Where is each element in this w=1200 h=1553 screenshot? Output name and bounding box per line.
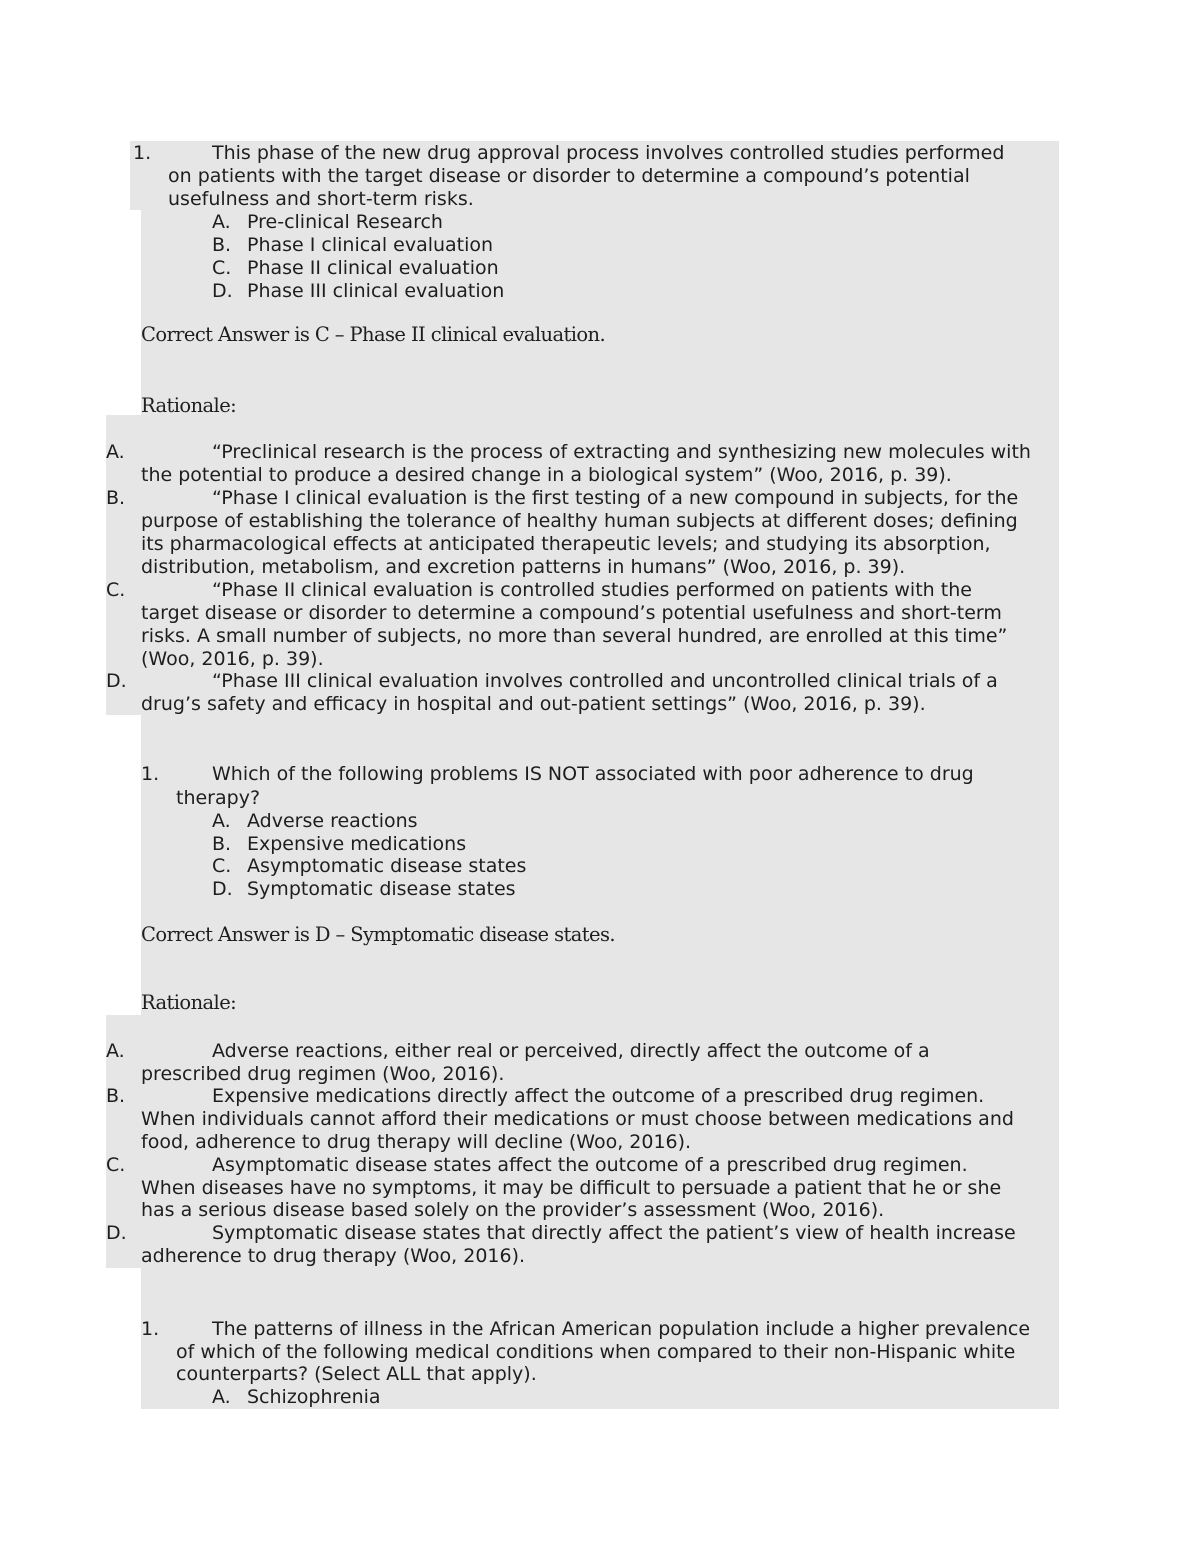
rationale-line: “Phase II clinical evaluation is controlled studies performed on patients with the xyxy=(212,579,972,601)
option-letter: C. xyxy=(212,855,232,877)
rationale-line: Expensive medications directly affect the outcome of a prescribed drug regimen. xyxy=(212,1085,985,1107)
rationale-line: “Preclinical research is the process of extracting and synthesizing new molecules with xyxy=(212,441,1031,463)
rationale-letter: A. xyxy=(106,441,125,463)
rationale-letter: B. xyxy=(106,1085,126,1107)
rationale-line: adherence to drug therapy (Woo, 2016). xyxy=(141,1245,526,1267)
rationale-line: Adverse reactions, either real or perceived, directly affect the outcome of a xyxy=(212,1040,930,1062)
option-text: Asymptomatic disease states xyxy=(247,855,527,877)
option-text: Expensive medications xyxy=(247,833,467,855)
rationale-letter: C. xyxy=(106,1154,126,1176)
rationale-label: Rationale: xyxy=(141,394,237,417)
rationale-line: “Phase I clinical evaluation is the first testing of a new compound in subjects, for the xyxy=(212,487,1019,509)
question-number: 1. xyxy=(141,1318,160,1340)
rationale-line: distribution, metabolism, and excretion patterns in humans” (Woo, 2016, p. 39). xyxy=(141,556,906,578)
correct-answer: Correct Answer is C – Phase II clinical evaluation. xyxy=(141,323,606,346)
rationale-line: risks. A small number of subjects, no more than several hundred, are enrolled at this time” xyxy=(141,625,1008,647)
question-stem-line: usefulness and short-term risks. xyxy=(168,188,474,210)
rationale-line: “Phase III clinical evaluation involves controlled and uncontrolled clinical trials of a xyxy=(212,670,998,692)
rationale-line: prescribed drug regimen (Woo, 2016). xyxy=(141,1063,505,1085)
rationale-letter: C. xyxy=(106,579,126,601)
rationale-line: purpose of establishing the tolerance of healthy human subjects at different doses; defining xyxy=(141,510,1018,532)
question-stem-line: Which of the following problems IS NOT associated with poor adherence to drug xyxy=(212,763,974,785)
rationale-letter: B. xyxy=(106,487,126,509)
rationale-line: target disease or disorder to determine a compound’s potential usefulness and short-term xyxy=(141,602,1002,624)
rationale-line: When individuals cannot afford their medications or must choose between medications and xyxy=(141,1108,1014,1130)
option-letter: C. xyxy=(212,257,232,279)
option-text: Phase II clinical evaluation xyxy=(247,257,499,279)
rationale-line: Asymptomatic disease states affect the outcome of a prescribed drug regimen. xyxy=(212,1154,968,1176)
rationale-letter: D. xyxy=(106,1222,127,1244)
rationale-line: When diseases have no symptoms, it may be difficult to persuade a patient that he or she xyxy=(141,1177,1002,1199)
rationale-letter: A. xyxy=(106,1040,125,1062)
question-stem-line: therapy? xyxy=(176,787,261,809)
option-text: Adverse reactions xyxy=(247,810,418,832)
question-stem-line: on patients with the target disease or disorder to determine a compound’s potential xyxy=(168,165,970,187)
correct-answer: Correct Answer is D – Symptomatic disease states. xyxy=(141,923,615,946)
option-text: Phase I clinical evaluation xyxy=(247,234,494,256)
option-letter: A. xyxy=(212,211,231,233)
option-text: Symptomatic disease states xyxy=(247,878,516,900)
option-letter: D. xyxy=(212,878,233,900)
question-number: 1. xyxy=(133,142,152,164)
rationale-letter: D. xyxy=(106,670,127,692)
rationale-label: Rationale: xyxy=(141,991,237,1014)
rationale-line: (Woo, 2016, p. 39). xyxy=(141,648,324,670)
option-letter: B. xyxy=(212,833,232,855)
question-stem-line: The patterns of illness in the African American population include a higher prevalence xyxy=(212,1318,1031,1340)
option-letter: A. xyxy=(212,810,231,832)
option-letter: D. xyxy=(212,280,233,302)
option-text: Pre-clinical Research xyxy=(247,211,443,233)
rationale-line: the potential to produce a desired change in a biological system” (Woo, 2016, p. 39). xyxy=(141,464,952,486)
question-number: 1. xyxy=(141,763,160,785)
rationale-line: Symptomatic disease states that directly affect the patient’s view of health increase xyxy=(212,1222,1016,1244)
question-stem-line: of which of the following medical conditions when compared to their non-Hispanic white xyxy=(176,1341,1016,1363)
rationale-line: drug’s safety and efficacy in hospital and out-patient settings” (Woo, 2016, p. 39). xyxy=(141,693,926,715)
question-stem-line: counterparts? (Select ALL that apply). xyxy=(176,1363,537,1385)
option-text: Schizophrenia xyxy=(247,1386,381,1408)
rationale-line: has a serious disease based solely on the provider’s assessment (Woo, 2016). xyxy=(141,1199,885,1221)
option-text: Phase III clinical evaluation xyxy=(247,280,505,302)
option-letter: B. xyxy=(212,234,232,256)
question-stem-line: This phase of the new drug approval process involves controlled studies performed xyxy=(212,142,1005,164)
option-letter: A. xyxy=(212,1386,231,1408)
rationale-line: food, adherence to drug therapy will decline (Woo, 2016). xyxy=(141,1131,692,1153)
rationale-line: its pharmacological effects at anticipated therapeutic levels; and studying its absorption, xyxy=(141,533,991,555)
